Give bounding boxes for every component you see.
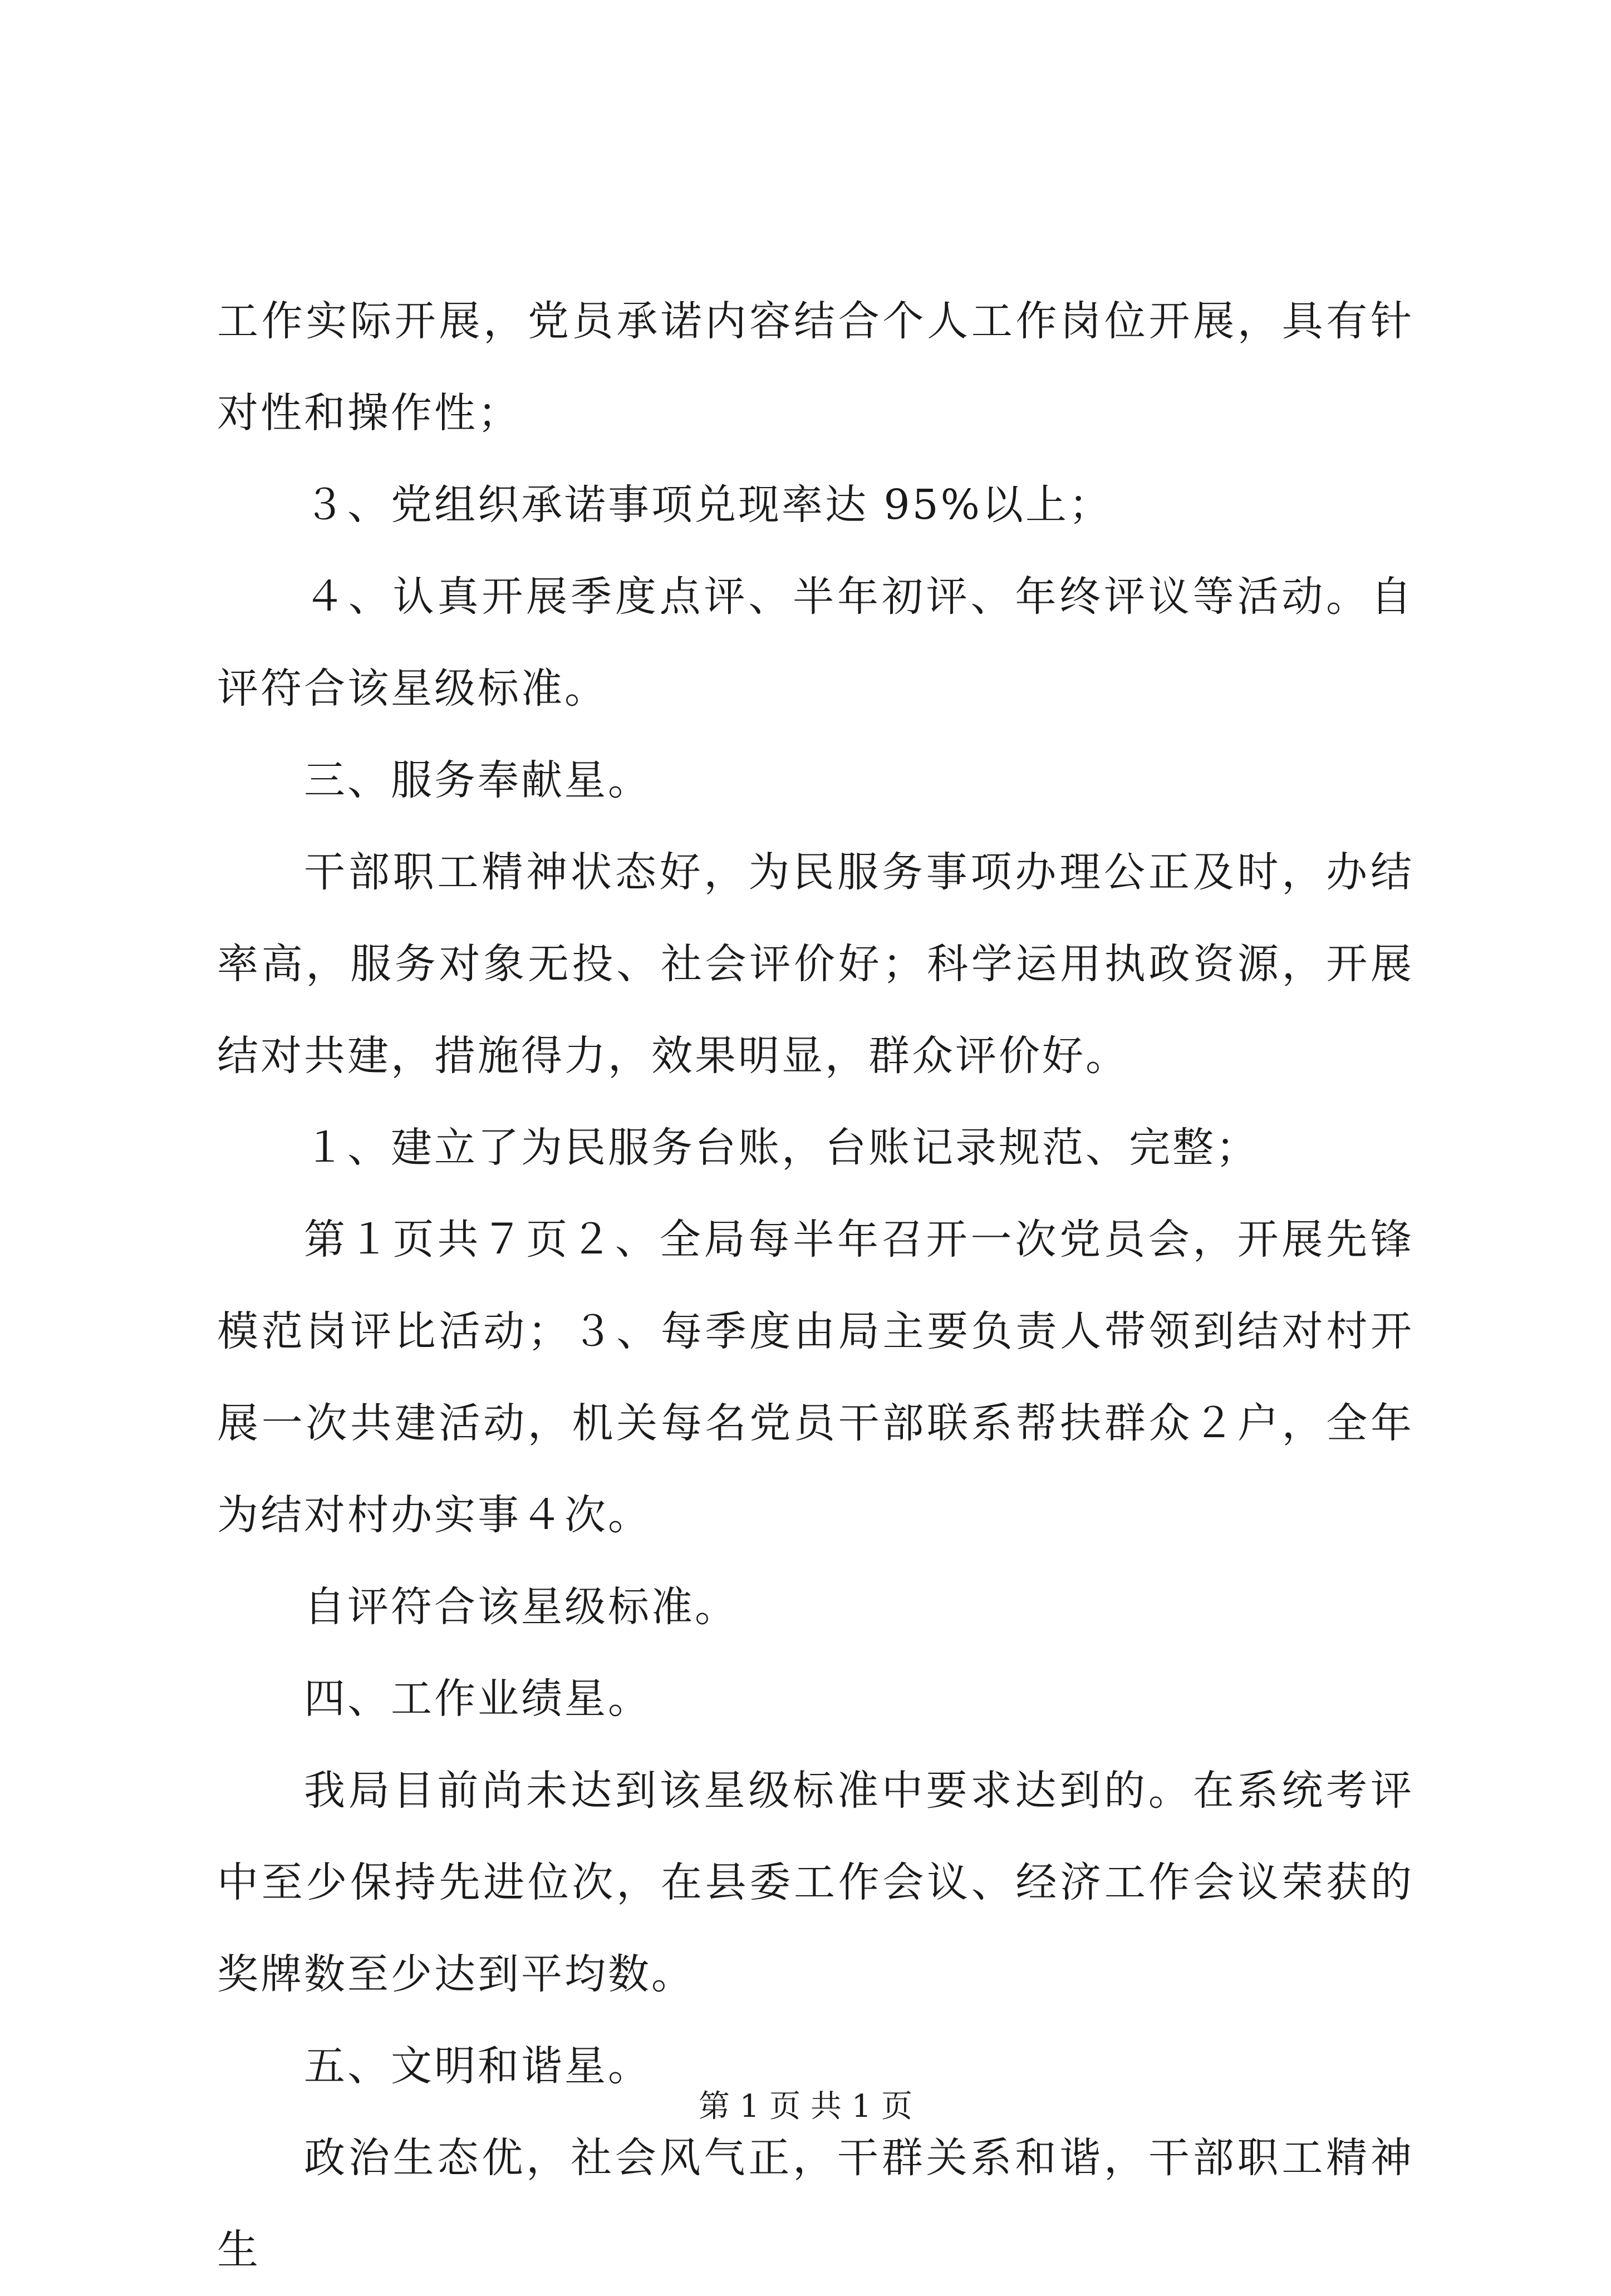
paragraph-10: 我局目前尚未达到该星级标准中要求达到的。在系统考评中至少保持先进位次，在县委工作会议、经济工作会议荣获的奖牌数至少达到平均数。 (217, 1767, 1414, 1998)
paragraph-3: ４、认真开展季度点评、半年初评、年终评议等活动。自评符合该星级标准。 (217, 573, 1414, 712)
section-heading-4: 四、工作业绩星。 (304, 1675, 651, 1723)
paragraph-2: ３、党组织承诺事项兑现率达 95%以上； (304, 481, 1112, 529)
paragraph-1: 工作实际开展，党员承诺内容结合个人工作岗位开展，具有针对性和操作性； (217, 297, 1414, 437)
paragraph-7: 第１页共７页２、全局每半年召开一次党员会，开展先锋模范岗评比活动；３、每季度由局主要负责人带领到结对村开展一次共建活动，机关每名党员干部联系帮扶群众２户，全年为结对村办实事４次。 (217, 1216, 1414, 1539)
section-heading-5: 五、文明和谐星。 (304, 2042, 651, 2090)
page-footer: 第 1 页 共 1 页 (698, 2088, 913, 2125)
paragraph-8: 自评符合该星级标准。 (304, 1583, 738, 1631)
paragraph-6: １、建立了为民服务台账，台账记录规范、完整； (304, 1124, 1259, 1172)
paragraph-12: 政治生态优，社会风气正，干群关系和谐，干部职工精神生 (217, 2134, 1414, 2274)
paragraph-5: 干部职工精神状态好，为民服务事项办理公正及时，办结率高，服务对象无投、社会评价好；科学运用执政资源，开展结对共建，措施得力，效果明显，群众评价好。 (217, 848, 1414, 1080)
section-heading-3: 三、服务奉献星。 (304, 756, 651, 804)
document-body (217, 276, 1414, 2296)
